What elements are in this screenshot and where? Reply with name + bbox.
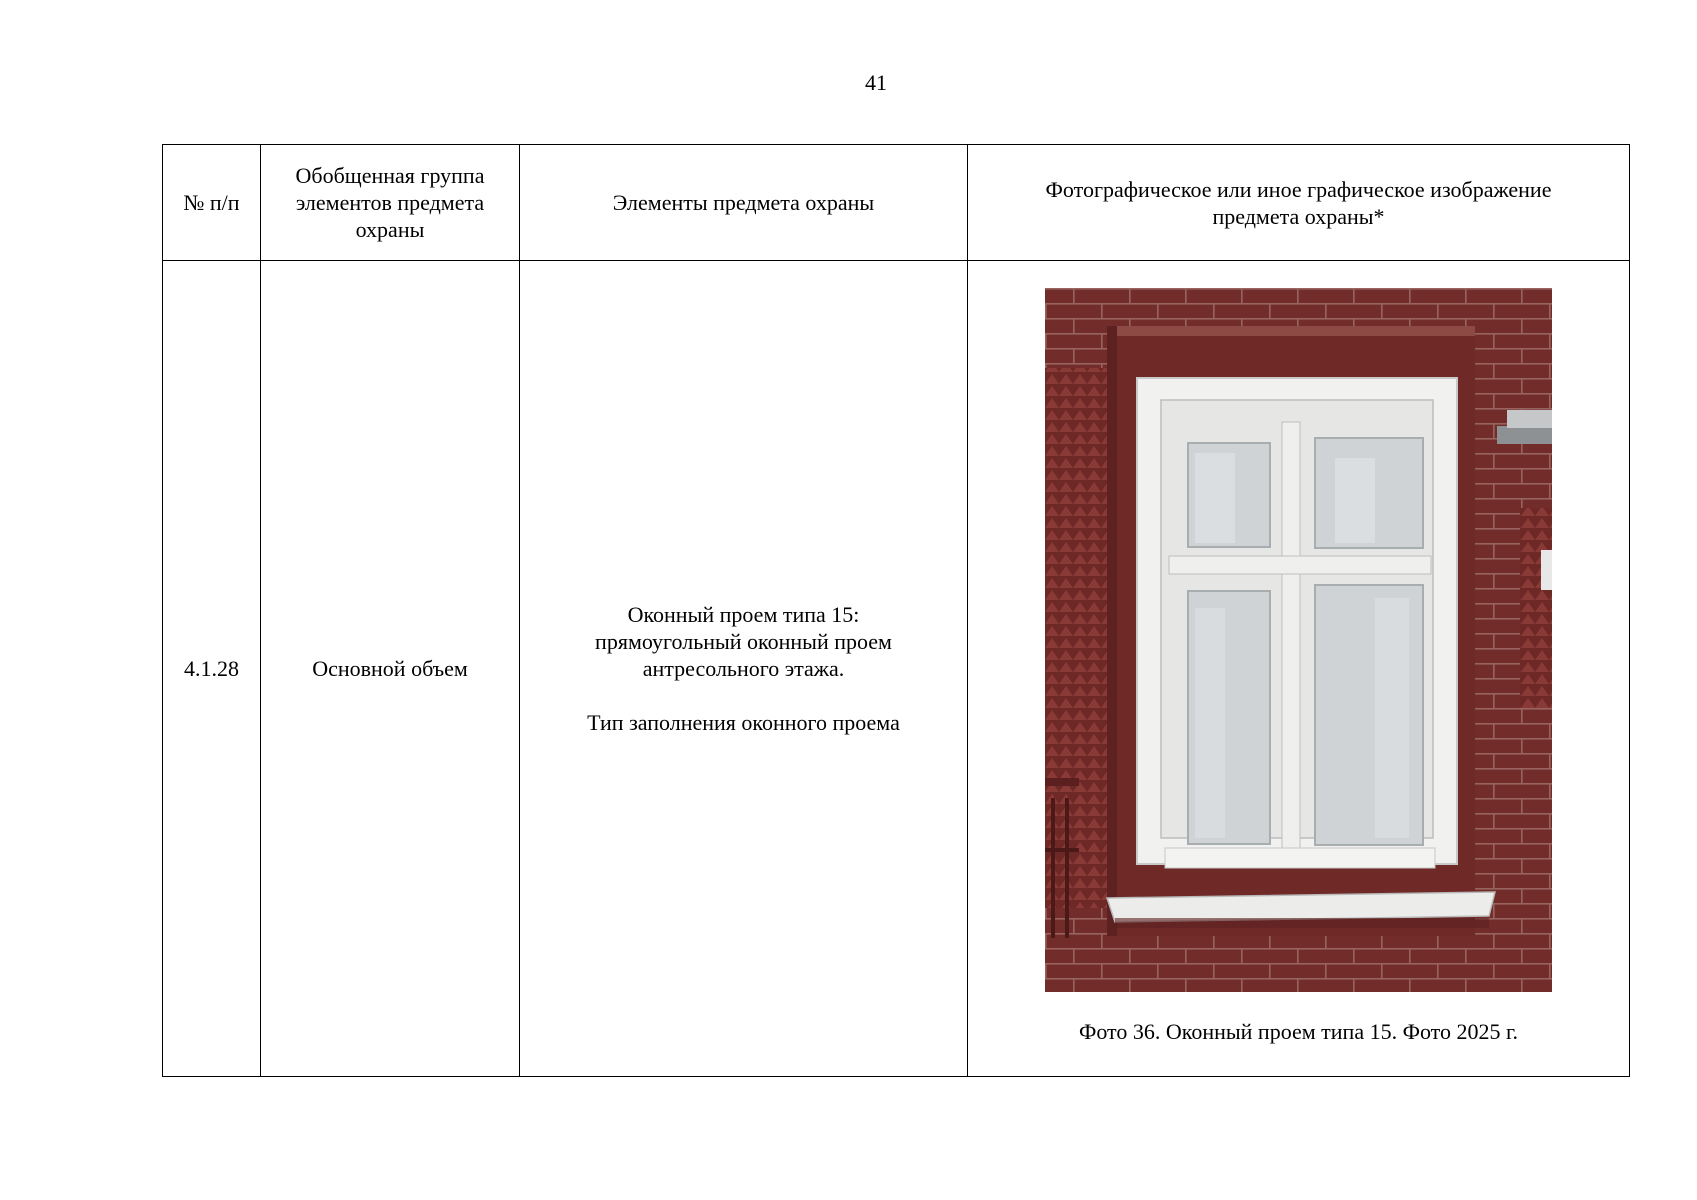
elements-line-1: Оконный проем типа 15:: [627, 602, 860, 627]
table-header-row: [163, 145, 1630, 261]
page-number: 41: [865, 70, 887, 95]
elements-line-2: прямоугольный оконный проем: [595, 629, 892, 654]
spacer: [528, 682, 959, 709]
elements-line-3: антресольного этажа.: [642, 656, 845, 681]
header-elements: Элементы предмета охраны: [520, 145, 968, 261]
row-image: [968, 261, 1630, 1077]
photo-caption: Фото 36. Оконный проем типа 15. Фото 2025 г.: [1078, 1019, 1519, 1044]
header-image: Фотографическое или иное графическое изображение предмета охраны*: [968, 145, 1630, 261]
row-group: Основной объем: [261, 261, 520, 1077]
header-group: Обобщенная группа элементов предмета охраны: [261, 145, 520, 261]
row-number: 4.1.28: [163, 261, 261, 1077]
window-photo: [1045, 288, 1552, 992]
header-number: № п/п: [163, 145, 261, 261]
row-elements: [520, 261, 968, 1077]
table-row: [163, 261, 1630, 1077]
elements-line-4: Тип заполнения оконного проема: [587, 710, 900, 735]
protection-table: [162, 144, 1630, 1077]
